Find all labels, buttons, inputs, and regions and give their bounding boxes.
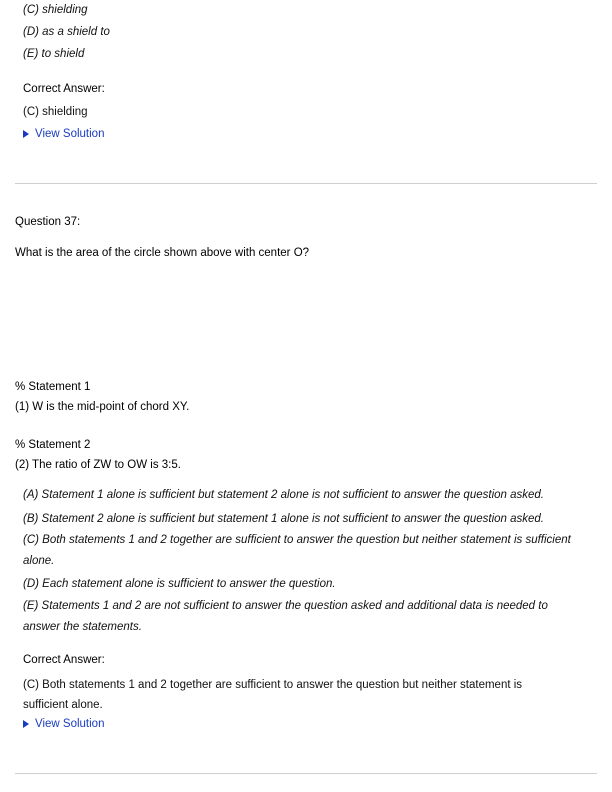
divider (15, 773, 597, 774)
correct-answer-label: Correct Answer: (23, 654, 105, 666)
option-c: (C) shielding (23, 4, 88, 16)
statement-1-header: % Statement 1 (15, 381, 91, 393)
view-solution-label: View Solution (35, 128, 105, 140)
option-e: (E) to shield (23, 48, 85, 60)
option-d: (D) as a shield to (23, 26, 110, 38)
option-c: (C) Both statements 1 and 2 together are sufficient to answer the question but neither statement is sufficient alone. (23, 534, 571, 567)
correct-answer-value: (C) shielding (23, 106, 88, 118)
correct-answer-value: (C) Both statements 1 and 2 together are sufficient to answer the question but neither statement is sufficient alone. (23, 679, 523, 711)
option-e: (E) Statements 1 and 2 are not sufficient to answer the question asked and additional data is needed to answer the statements. (23, 600, 548, 633)
view-solution-link[interactable] (23, 128, 104, 140)
statement-2-text: (2) The ratio of ZW to OW is 3:5. (15, 459, 181, 471)
correct-answer-label: Correct Answer: (23, 83, 105, 95)
option-d: (D) Each statement alone is sufficient to answer the question. (23, 578, 336, 590)
view-solution-link[interactable] (23, 718, 104, 730)
question-number: Question 37: (15, 216, 81, 228)
option-b: (B) Statement 2 alone is sufficient but statement 1 alone is not sufficient to answer the question asked. (23, 513, 544, 525)
statement-1-text: (1) W is the mid-point of chord XY. (15, 401, 190, 413)
option-a: (A) Statement 1 alone is sufficient but statement 2 alone is not sufficient to answer the question asked. (23, 489, 544, 501)
statement-2-header: % Statement 2 (15, 439, 91, 451)
divider (15, 183, 597, 184)
play-triangle-icon (23, 130, 29, 138)
view-solution-label: View Solution (35, 718, 105, 730)
play-triangle-icon (23, 720, 29, 728)
question-prompt: What is the area of the circle shown above with center O? (15, 247, 310, 259)
